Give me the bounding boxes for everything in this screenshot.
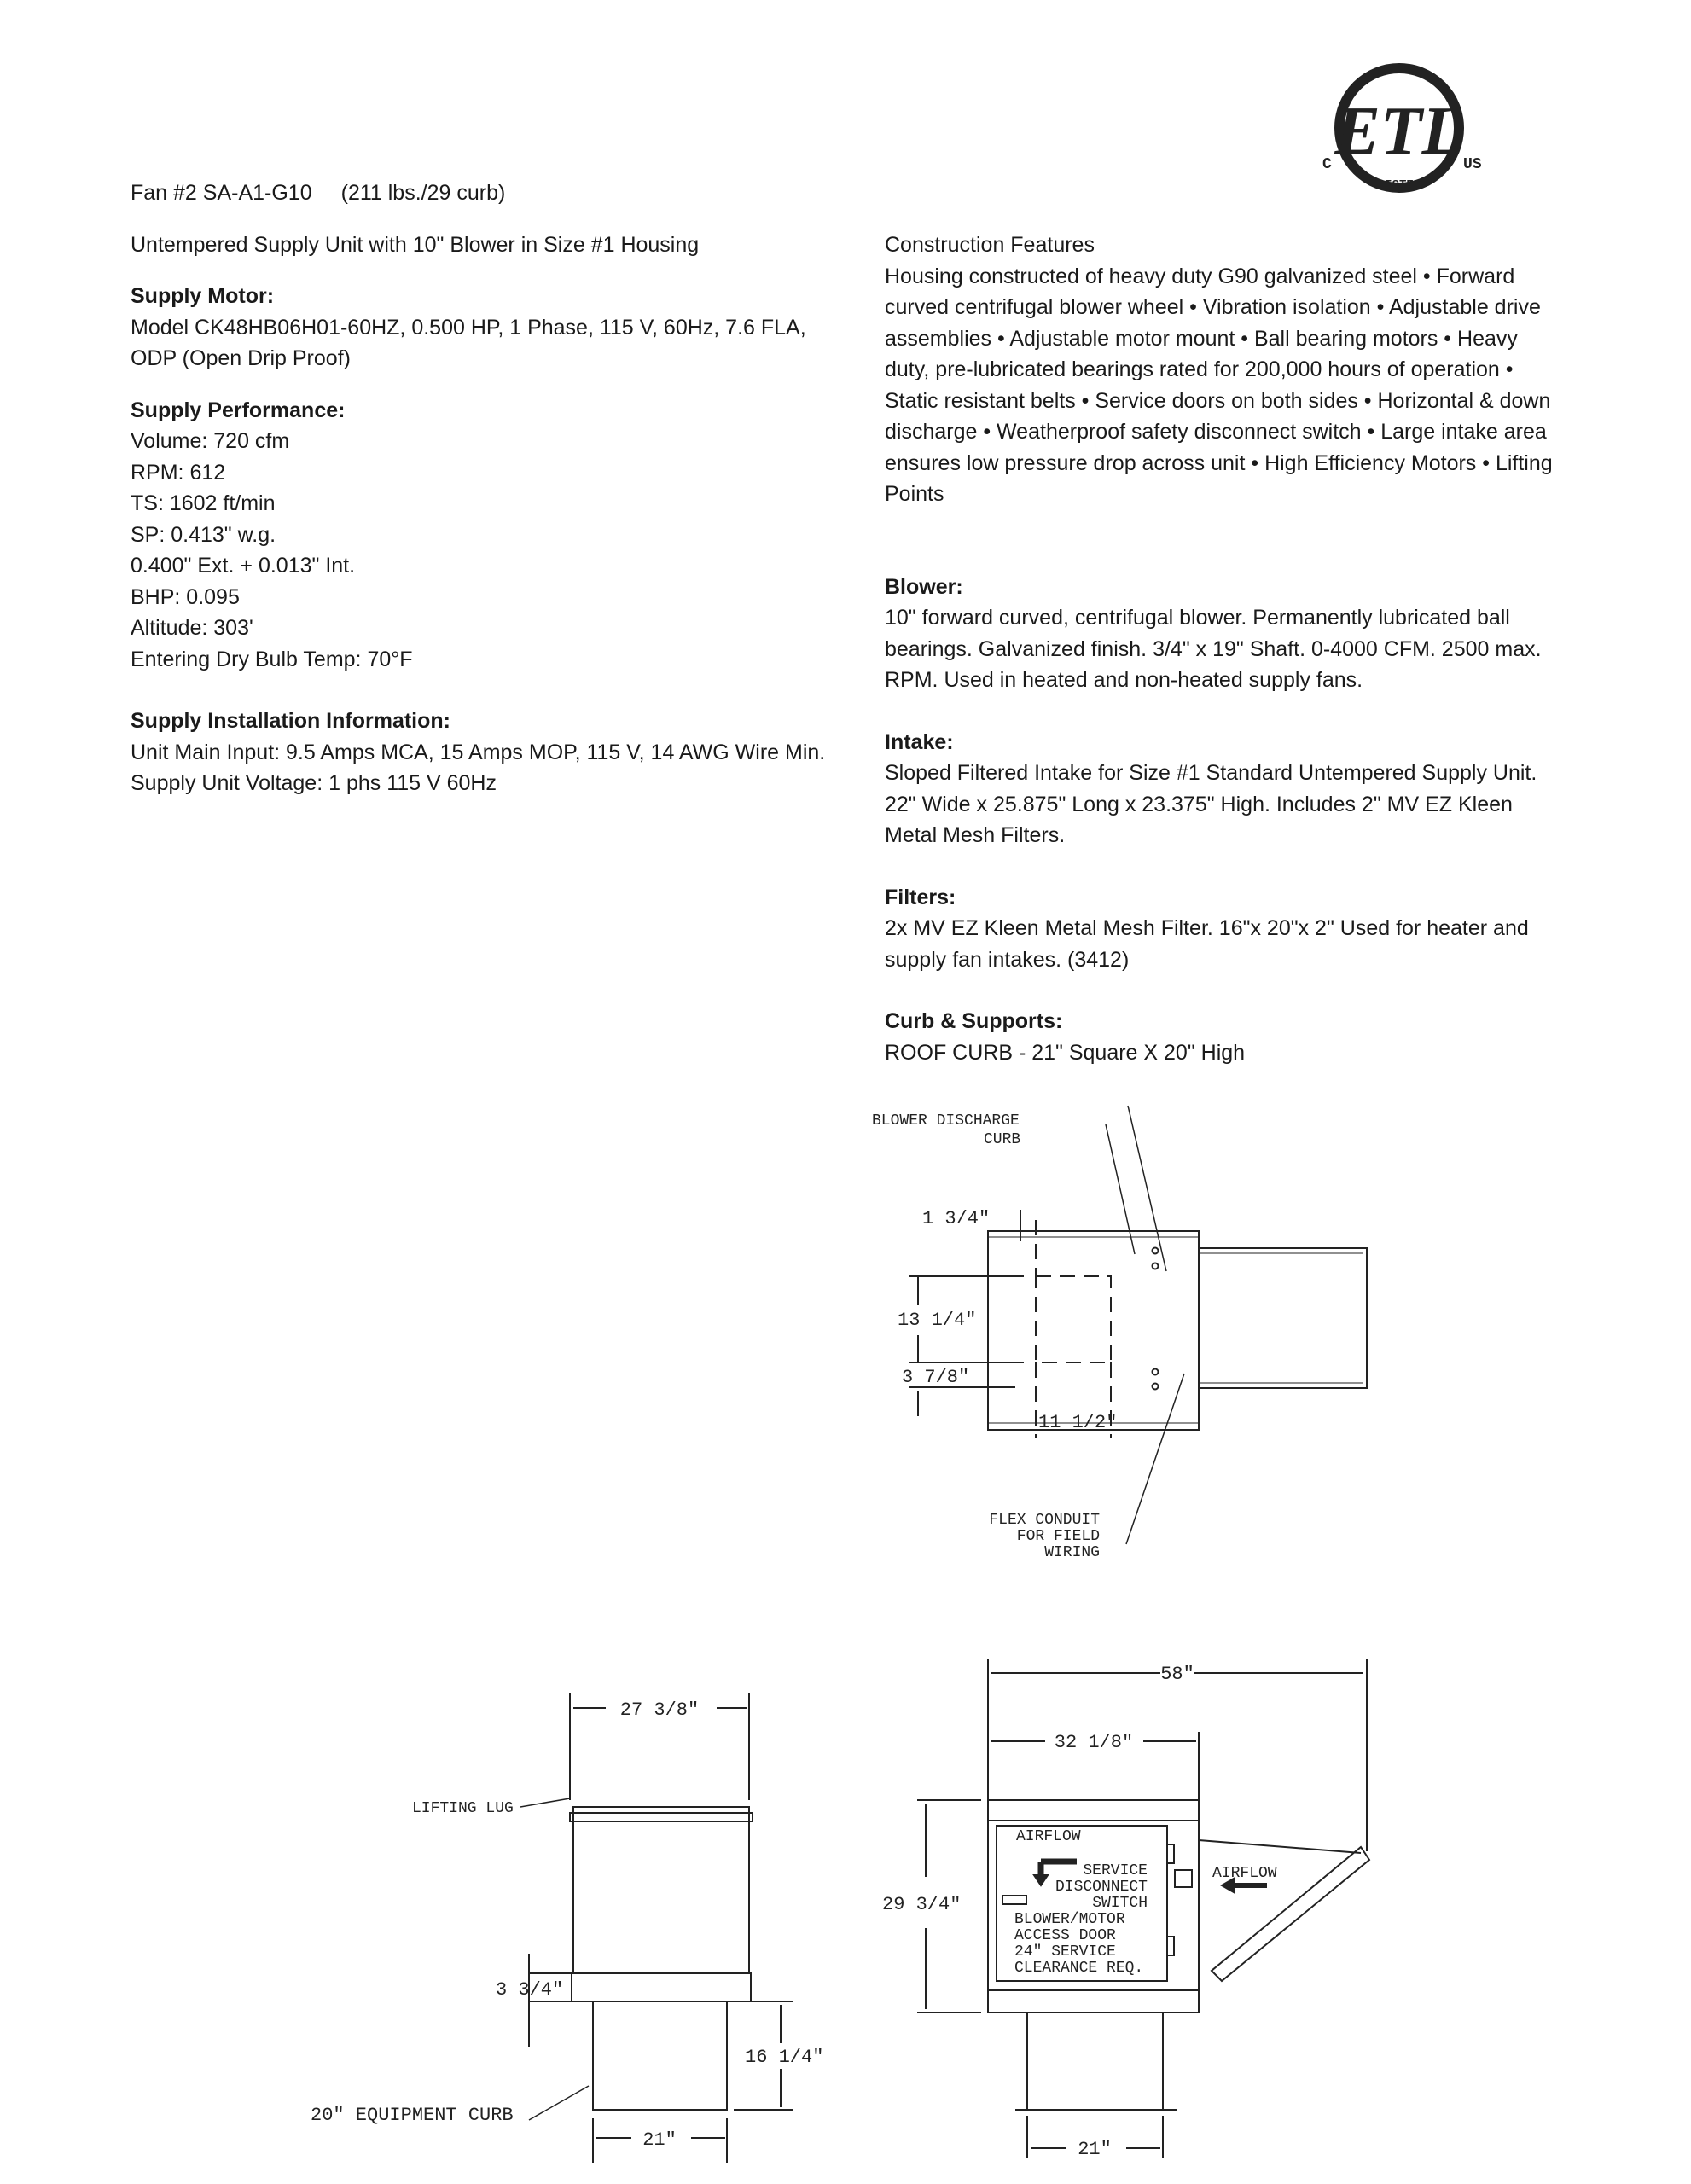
filters-heading: Filters: <box>885 885 956 909</box>
install-input: Unit Main Input: 9.5 Amps MCA, 15 Amps MOP, 115 V, 14 AWG Wire Min. <box>131 740 826 764</box>
dim-3-7-8: 3 7/8" <box>902 1367 970 1388</box>
label-clearance-req: CLEARANCE REQ. <box>1014 1960 1144 1977</box>
filters-text: 2x MV EZ Kleen Metal Mesh Filter. 16"x 20"x 2" Used for heater and supply fan intakes. (3412) <box>885 916 1529 972</box>
perf-rpm: RPM: 612 <box>131 460 226 485</box>
label-switch: SWITCH <box>1092 1895 1148 1912</box>
fan-id: Fan #2 SA-A1-G10 <box>131 181 312 205</box>
label-service: SERVICE <box>1083 1862 1148 1879</box>
label-lifting-lug: LIFTING LUG <box>412 1800 514 1817</box>
dim-1-3-4: 1 3/4" <box>922 1208 991 1229</box>
label-airflow-door: AIRFLOW <box>1016 1828 1081 1845</box>
construction-text: Housing constructed of heavy duty G90 galvanized steel • Forward curved centrifugal blower wheel • Vibration isolation • Adjustable drive assemblies • Adjustable motor mount • Ball bearing motors • Heavy duty, pre-lubricated bearings rated for 200,000 hours of operation • Static resistant belts • Service doors on both sides • Horizontal & down discharge • Weatherproof safety disconnect switch • Large intake area ensures low pressure drop across unit • High Efficiency Motors • Lifting Points <box>885 264 1553 506</box>
construction-heading: Construction Features <box>885 233 1095 257</box>
dim-32-1-8: 32 1/8" <box>1054 1732 1134 1753</box>
perf-altitude: Altitude: 303' <box>131 616 253 640</box>
perf-temp: Entering Dry Bulb Temp: 70°F <box>131 647 413 671</box>
label-blower-motor: BLOWER/MOTOR <box>1014 1911 1125 1928</box>
dim-16-1-4: 16 1/4" <box>745 2047 824 2068</box>
logo-us-text: US <box>1463 156 1482 173</box>
dim-3-3-4: 3 3/4" <box>496 1979 564 2001</box>
label-for-field: FOR FIELD <box>1016 1528 1100 1545</box>
blower-text: 10" forward curved, centrifugal blower. Permanently lubricated ball bearings. Galvanized finish. 3/4" x 19" Shaft. 0-4000 CFM. 2500 max. RPM. Used in heated and non-heated supply fans. <box>885 606 1542 692</box>
plan-view-drawing <box>872 1106 1367 1561</box>
perf-sp-breakdown: 0.400" Ext. + 0.013" Int. <box>131 554 356 578</box>
logo-etl-text: ETL <box>1334 94 1464 169</box>
perf-sp: SP: 0.413" w.g. <box>131 522 276 547</box>
dim-29-3-4: 29 3/4" <box>882 1894 962 1915</box>
performance-heading: Supply Performance: <box>131 398 346 422</box>
curb-text: ROOF CURB - 21" Square X 20" High <box>885 1040 1246 1065</box>
dim-11-1-2: 11 1/2" <box>1038 1412 1118 1433</box>
unit-subtitle: Untempered Supply Unit with 10" Blower in Size #1 Housing <box>131 232 700 257</box>
label-disconnect: DISCONNECT <box>1055 1879 1148 1896</box>
dim-27-3-8: 27 3/8" <box>619 1699 700 1721</box>
label-blower-discharge: BLOWER DISCHARGE <box>872 1112 1020 1130</box>
dim-side-21: 21" <box>642 2129 677 2151</box>
blower-heading: Blower: <box>885 574 963 599</box>
perf-volume: Volume: 720 cfm <box>131 429 290 453</box>
fan-weight: (211 lbs./29 curb) <box>340 181 506 205</box>
dim-13-1-4: 13 1/4" <box>898 1310 977 1331</box>
label-24-service: 24" SERVICE <box>1014 1943 1116 1960</box>
front-view-drawing <box>882 1659 1369 2160</box>
logo-c-text: C <box>1322 156 1332 173</box>
label-airflow-intake: AIRFLOW <box>1212 1865 1277 1882</box>
label-flex-conduit: FLEX CONDUIT <box>989 1512 1100 1529</box>
install-voltage: Supply Unit Voltage: 1 phs 115 V 60Hz <box>131 771 497 795</box>
label-equipment-curb: 20" EQUIPMENT CURB <box>311 2105 514 2126</box>
intake-text: Sloped Filtered Intake for Size #1 Standard Untempered Supply Unit. 22" Wide x 25.875" Long x 23.375" High. Includes 2" MV EZ Kleen Metal Mesh Filters. <box>885 761 1537 847</box>
motor-heading: Supply Motor: <box>131 284 275 308</box>
dim-front-21: 21" <box>1078 2139 1112 2160</box>
install-heading: Supply Installation Information: <box>131 709 450 733</box>
etl-listed-logo <box>1322 68 1482 192</box>
motor-text: Model CK48HB06H01-60HZ, 0.500 HP, 1 Phase, 115 V, 60Hz, 7.6 FLA, ODP (Open Drip Proof) <box>131 315 806 370</box>
intake-heading: Intake: <box>885 729 954 754</box>
curb-heading: Curb & Supports: <box>885 1009 1063 1033</box>
label-access-door: ACCESS DOOR <box>1014 1927 1116 1944</box>
label-wiring: WIRING <box>1044 1544 1100 1561</box>
dim-58: 58" <box>1160 1664 1194 1685</box>
label-curb: CURB <box>984 1131 1021 1148</box>
perf-ts: TS: 1602 ft/min <box>131 491 276 515</box>
logo-listed-text: LISTED <box>1377 178 1421 192</box>
perf-bhp: BHP: 0.095 <box>131 584 240 609</box>
side-view-drawing <box>311 1693 823 2163</box>
